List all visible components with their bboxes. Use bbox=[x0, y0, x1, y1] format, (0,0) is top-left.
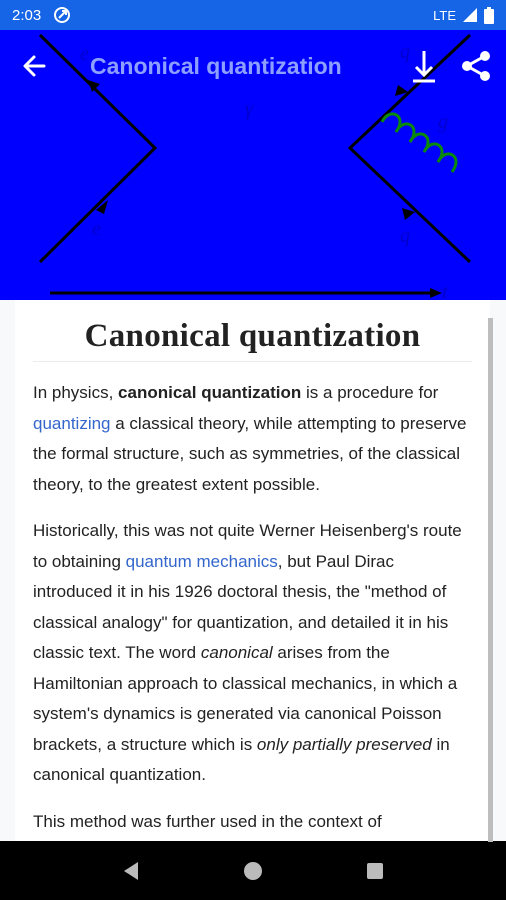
download-icon bbox=[411, 49, 437, 83]
link-quantum-mechanics[interactable]: quantum mechanics bbox=[125, 551, 278, 571]
signal-icon bbox=[462, 7, 478, 23]
paragraph-2 bbox=[33, 516, 472, 791]
quark-label-bottom: q bbox=[400, 225, 410, 247]
electron-label-bottom: e bbox=[92, 218, 101, 240]
scrollbar[interactable] bbox=[488, 318, 493, 842]
back-button[interactable] bbox=[0, 30, 70, 102]
text-span: This method was further used in the context of bbox=[33, 811, 382, 831]
navigation-bar bbox=[0, 841, 506, 900]
back-arrow-icon bbox=[22, 53, 48, 79]
text-span: Historically, this was not quite Werner Heisenberg's route to obtaining bbox=[33, 521, 462, 571]
text-span: is a procedure for bbox=[301, 383, 439, 402]
bold-term: canonical quantization bbox=[118, 383, 302, 402]
quark-label-top: q bbox=[400, 41, 410, 63]
text-span: a classical theory, while attempting to preserve the formal structure, such as symmetries, of the classical theory, to the greatest extent possible. bbox=[33, 413, 467, 494]
content-area bbox=[0, 300, 506, 841]
share-button[interactable] bbox=[450, 30, 502, 102]
home-circle-icon bbox=[242, 860, 264, 882]
download-button[interactable] bbox=[398, 30, 450, 102]
network-type: LTE bbox=[433, 7, 456, 23]
status-bar bbox=[0, 0, 506, 30]
data-saver-icon bbox=[53, 6, 71, 24]
time-label: t bbox=[442, 281, 448, 300]
text-span: arises from the Hamiltonian approach to classical mechanics, in which a system's dynamics is generated via canonical Poisson brackets, a structure which is bbox=[33, 643, 458, 754]
text-span: , but Paul Dirac introduced it in his 1926 doctoral thesis, the "method of classical analogy" for quantization, and detailed it in his classic text. The word bbox=[33, 551, 449, 662]
nav-recents-button[interactable] bbox=[355, 851, 395, 891]
paragraph-1 bbox=[33, 378, 472, 500]
paragraph-3 bbox=[33, 807, 472, 838]
text-span: In physics, bbox=[33, 383, 119, 402]
gamma-label: γ bbox=[245, 98, 253, 120]
link-quantizing[interactable]: quantizing bbox=[33, 413, 111, 433]
toolbar-title: Canonical quantization bbox=[90, 52, 342, 79]
electron-label-top: e bbox=[80, 43, 89, 65]
nav-home-button[interactable] bbox=[233, 851, 273, 891]
italic-term: canonical bbox=[200, 643, 273, 662]
share-icon bbox=[460, 50, 492, 82]
battery-icon bbox=[484, 7, 494, 24]
article-body bbox=[15, 300, 490, 841]
status-time: 2:03 bbox=[12, 6, 42, 24]
italic-term: only partially preserved bbox=[256, 734, 432, 754]
gluon-label: g bbox=[438, 111, 448, 133]
nav-back-button[interactable] bbox=[111, 851, 151, 891]
text-span: in canonical quantization. bbox=[33, 734, 450, 784]
recents-square-icon bbox=[364, 860, 386, 882]
article-title: Canonical quantization bbox=[33, 318, 472, 362]
toolbar bbox=[0, 30, 506, 102]
back-triangle-icon bbox=[120, 860, 142, 882]
